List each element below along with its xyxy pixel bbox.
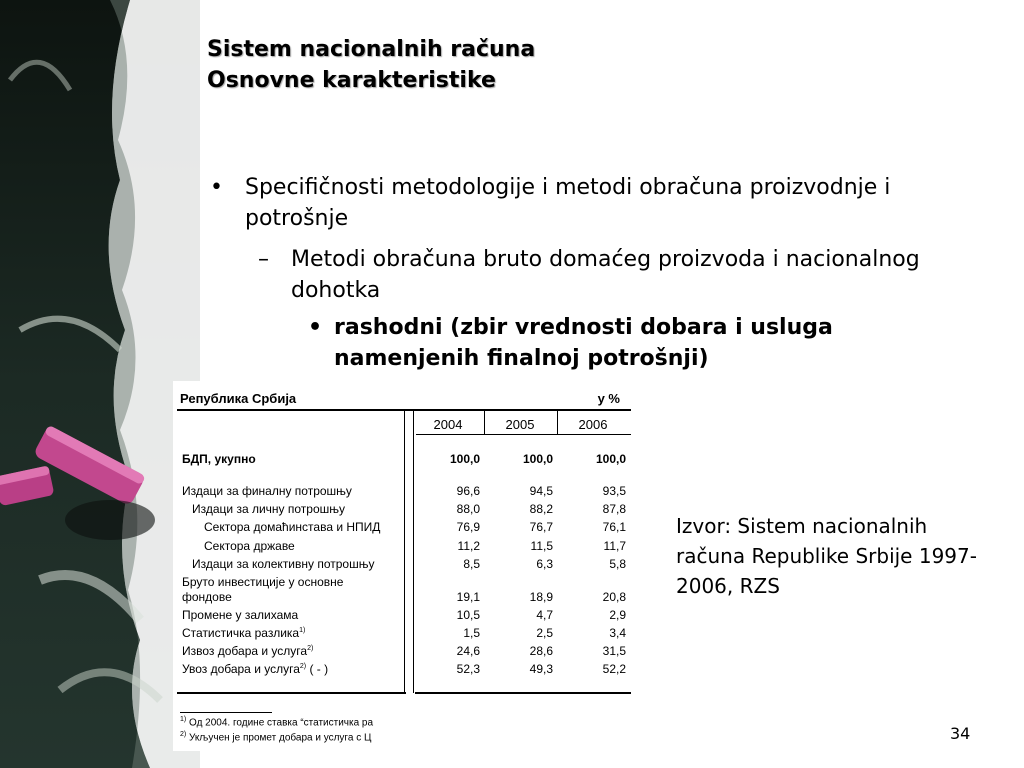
table-cell: 19,1 (456, 590, 480, 604)
table-cell: 94,5 (529, 484, 553, 498)
table-cell: 96,6 (456, 484, 480, 498)
page-number: 34 (950, 724, 971, 743)
table-cell: 88,2 (529, 502, 553, 516)
title-line-2: Osnovne karakteristike (207, 68, 496, 93)
footnote-text: Укључен је промет добара и услуга с Ц (186, 732, 372, 744)
bullet-level-2 (258, 244, 958, 306)
year-header: 2005 (505, 417, 535, 432)
table-cell: 6,3 (536, 557, 553, 571)
table-cell: 2,9 (609, 608, 626, 622)
table-cell: 8,5 (463, 557, 480, 571)
table-cell: 93,5 (602, 484, 626, 498)
table-cell: 11,7 (603, 539, 626, 553)
table-rule-divider (413, 409, 414, 693)
table-row-label: Издаци за колективну потрошњу (192, 557, 375, 571)
table-row-label: Сектора државе (204, 539, 295, 553)
table-cell: 52,2 (602, 662, 626, 676)
table-cell: 87,8 (602, 502, 626, 516)
footnote-ref: 1) (299, 627, 306, 634)
table-rule-bottom (177, 692, 406, 694)
bullet-text: Specifičnosti metodologije i metodi obračuna proizvodnje i potrošnje (245, 175, 891, 231)
table-cell: 76,9 (456, 520, 480, 534)
footnote-rule (180, 712, 272, 713)
table-cell: 100,0 (595, 452, 626, 466)
table-cell: 100,0 (449, 452, 480, 466)
title-line-1: Sistem nacionalnih računa (207, 37, 536, 62)
table-row-label: Издаци за личну потрошњу (192, 502, 346, 516)
row-label-text: Увоз добара и услуга (182, 662, 300, 676)
table-row-label (182, 662, 328, 676)
table-cell: 52,3 (456, 662, 480, 676)
footnote-marker: 1) (180, 716, 187, 723)
row-label-suffix: ( - ) (306, 662, 329, 676)
table-rule-bottom (415, 692, 631, 694)
table-row-label: Издаци за финалну потрошњу (182, 484, 352, 498)
table-unit: у % (597, 391, 620, 406)
bullet-text: rashodni (zbir vrednosti dobara i usluga namenjenih finalnoj potrošnji) (334, 315, 833, 371)
table-footnote-1 (180, 716, 373, 728)
table-footnote-2 (180, 731, 371, 743)
table-rule-years (416, 434, 631, 435)
year-header: 2004 (433, 417, 463, 432)
table-row-label: БДП, укупно (182, 452, 256, 466)
dash-mark: – (258, 247, 269, 272)
table-cell: 5,8 (609, 557, 626, 571)
row-label-text: Статистичка разлика (182, 626, 300, 640)
table-cell: 20,8 (602, 590, 626, 604)
table-cell: 76,7 (529, 520, 553, 534)
table-cell: 88,0 (456, 502, 480, 516)
table-row-label (182, 626, 305, 640)
footnote-marker: 2) (180, 731, 187, 738)
table-cell: 49,3 (529, 662, 553, 676)
table-cell: 31,5 (602, 644, 626, 658)
table-cell: 100,0 (522, 452, 553, 466)
table-cell: 24,6 (456, 644, 480, 658)
table-row-label: Сектора домаћинстава и НПИД (204, 520, 381, 534)
year-header: 2006 (578, 417, 608, 432)
table-row-label (182, 644, 313, 658)
table-row-label: Бруто инвестиције у основне (182, 575, 344, 589)
table-cell: 76,1 (602, 520, 626, 534)
table-cell: 11,5 (530, 539, 553, 553)
table-cell: 11,2 (457, 539, 480, 553)
table-row-label: фондове (182, 590, 232, 604)
gdp-expenditure-table (173, 381, 635, 751)
table-row-label: Промене у залихама (182, 608, 299, 622)
footnote-ref: 2) (299, 663, 307, 670)
row-label-text: Извоз добара и услуга (182, 644, 308, 658)
table-cell: 28,6 (529, 644, 553, 658)
table-cell: 1,5 (463, 626, 480, 640)
footnote-text: Од 2004. године ставка “статистичка ра (186, 717, 374, 729)
table-cell: 4,7 (536, 608, 553, 622)
bullet-text: Metodi obračuna bruto domaćeg proizvoda i nacionalnog dohotka (291, 247, 920, 303)
bullet-level-3 (308, 312, 948, 374)
table-rule-divider (404, 409, 405, 693)
table-cell: 3,4 (609, 626, 626, 640)
table-cell: 18,9 (529, 590, 553, 604)
bullet-mark: • (210, 175, 223, 200)
table-heading: Република Србија (180, 391, 297, 406)
table-cell: 10,5 (456, 608, 480, 622)
decorative-chalkboard-art (0, 0, 200, 768)
bullet-mark: • (308, 315, 323, 340)
footnote-ref: 2) (307, 645, 314, 652)
bullet-level-1 (210, 172, 950, 234)
table-cell: 2,5 (536, 626, 553, 640)
source-note: Izvor: Sistem nacionalnih računa Republike Srbije 1997-2006, RZS (676, 514, 977, 598)
slide-title (207, 34, 535, 96)
